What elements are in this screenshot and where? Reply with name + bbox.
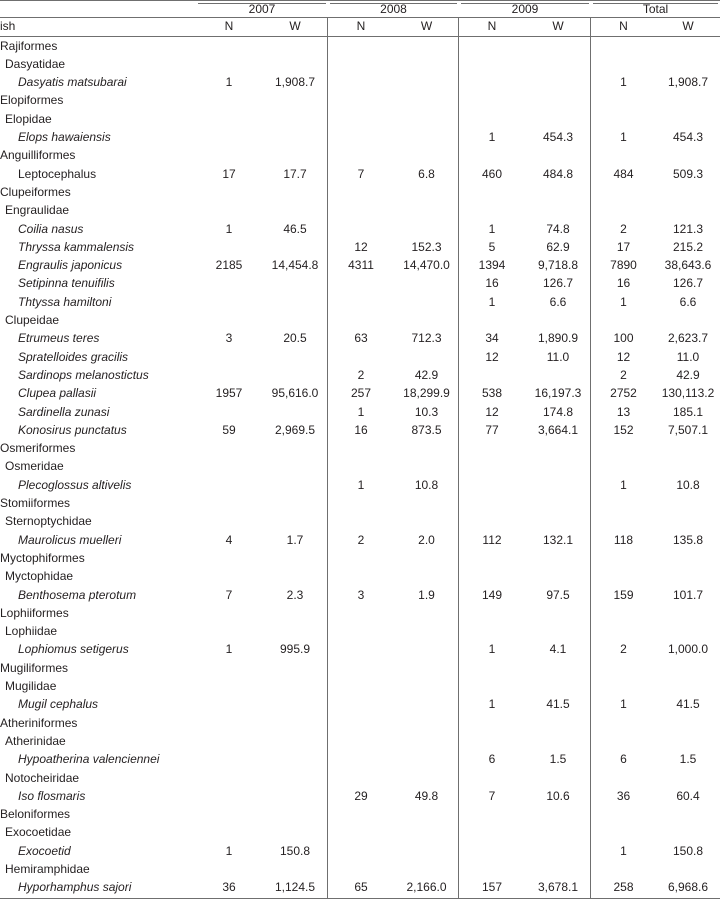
table-cell: 1 <box>488 294 496 309</box>
col-header-w-total: W <box>682 19 694 34</box>
family-label: Sternoptychidae <box>5 514 92 529</box>
header-row-years <box>0 0 720 18</box>
table-cell: 1 <box>488 130 496 145</box>
table-row <box>0 366 720 384</box>
table-row <box>0 421 720 439</box>
year-header-total <box>591 1 720 18</box>
table-cell: 60.4 <box>676 788 700 803</box>
table-cell: 1 <box>488 221 496 236</box>
table-row <box>0 128 720 146</box>
table-row <box>0 531 720 549</box>
table-row <box>0 220 720 238</box>
species-label: Exocoetid <box>18 843 71 858</box>
table-row <box>0 823 720 841</box>
table-cell: 2 <box>620 642 627 657</box>
table-cell: 4311 <box>348 258 374 273</box>
table-cell: 873.5 <box>411 422 442 437</box>
table-cell: 95,616.0 <box>271 386 319 401</box>
table-cell: 14,454.8 <box>271 258 319 273</box>
col-header-w-2007: W <box>289 19 301 34</box>
table-cell: 38,643.6 <box>664 258 712 273</box>
species-label: Maurolicus muelleri <box>18 532 122 547</box>
table-cell: 12 <box>485 404 499 419</box>
table-row <box>0 604 720 622</box>
table-row <box>0 659 720 677</box>
table-cell: 1 <box>357 404 365 419</box>
table-cell: 12 <box>354 239 368 254</box>
species-label: Mugil cephalus <box>18 697 99 712</box>
species-label: Konosirus punctatus <box>18 422 127 437</box>
table-row <box>0 55 720 73</box>
year-label: 2007 <box>248 2 276 16</box>
table-cell: 20.5 <box>283 331 307 346</box>
table-cell: 11.0 <box>546 349 570 364</box>
species-label: Sardinella zunasi <box>18 404 110 419</box>
table-cell: 460 <box>481 166 503 181</box>
family-label: Elopidae <box>5 111 52 126</box>
table-cell: 1.5 <box>679 752 697 767</box>
table-cell: 149 <box>481 587 503 602</box>
table-cell: 1,000.0 <box>667 642 709 657</box>
table-cell: 1,908.7 <box>667 75 709 90</box>
fish-column-header: ish <box>0 19 16 34</box>
species-label: Leptocephalus <box>18 166 97 181</box>
table-cell: 152 <box>613 422 634 437</box>
table-cell: 9,718.8 <box>537 258 579 273</box>
table-row <box>0 805 720 823</box>
order-label: Osmeriformes <box>0 441 76 456</box>
table-row <box>0 91 720 109</box>
table-cell: 3,678.1 <box>537 880 579 895</box>
table-cell: 97.5 <box>546 587 570 602</box>
table-cell: 7,507.1 <box>667 422 709 437</box>
table-cell: 11.0 <box>676 349 700 364</box>
table-cell: 1 <box>225 221 233 236</box>
table-cell: 62.9 <box>546 239 570 254</box>
table-cell: 118 <box>613 532 634 547</box>
table-cell: 6.6 <box>679 294 697 309</box>
table-row <box>0 512 720 530</box>
table-cell: 12 <box>616 349 631 364</box>
table-cell: 7 <box>488 788 496 803</box>
table-row <box>0 256 720 274</box>
table-cell: 10.8 <box>676 477 700 492</box>
col-header-w-2009: W <box>552 19 564 34</box>
order-label: Beloniformes <box>0 807 71 822</box>
species-label: Engraulis japonicus <box>18 258 123 273</box>
table-cell: 1,890.9 <box>537 331 579 346</box>
table-cell: 10.3 <box>414 404 439 419</box>
table-row <box>0 750 720 768</box>
table-row <box>0 640 720 658</box>
species-label: Hypoatherina valenciennei <box>18 752 160 767</box>
table-cell: 509.3 <box>672 166 704 181</box>
table-cell: 42.9 <box>676 367 700 382</box>
table-cell: 1 <box>620 843 627 858</box>
table-cell: 1.9 <box>418 587 435 602</box>
table-cell: 17.7 <box>283 166 307 181</box>
year-label: 2009 <box>511 2 539 16</box>
table-cell: 1 <box>488 642 496 657</box>
family-label: Atherinidae <box>5 733 66 748</box>
table-cell: 16 <box>616 276 631 291</box>
col-header-n-total: N <box>619 19 628 34</box>
table-cell: 712.3 <box>411 331 442 346</box>
table-cell: 1 <box>620 130 627 145</box>
order-label: Mugiliformes <box>0 660 69 675</box>
table-row <box>0 695 720 713</box>
table-cell: 126.7 <box>672 276 704 291</box>
table-cell: 16 <box>354 422 368 437</box>
table-row <box>0 403 720 421</box>
table-cell: 65 <box>354 880 368 895</box>
species-label: Elops hawaiensis <box>18 130 111 145</box>
table-cell: 42.9 <box>414 367 439 382</box>
table-cell: 1 <box>488 697 496 712</box>
species-label: Benthosema pterotum <box>18 587 137 602</box>
table-cell: 10.8 <box>414 477 439 492</box>
table-cell: 59 <box>222 422 236 437</box>
table-cell: 112 <box>482 532 502 547</box>
table-cell: 995.9 <box>279 642 311 657</box>
table-cell: 18,299.9 <box>403 386 450 401</box>
table-cell: 7890 <box>610 258 637 273</box>
species-label: Lophiomus setigerus <box>18 642 129 657</box>
table-cell: 2 <box>620 367 627 382</box>
table-cell: 1 <box>357 477 365 492</box>
species-label: Clupea pallasii <box>18 386 97 401</box>
table-cell: 132.1 <box>542 532 574 547</box>
table-cell: 2 <box>357 532 365 547</box>
table-cell: 1957 <box>215 386 243 401</box>
table-cell: 258 <box>613 880 634 895</box>
table-row <box>0 769 720 787</box>
table-cell: 1 <box>620 697 627 712</box>
table-row <box>0 293 720 311</box>
table-cell: 17 <box>616 239 631 254</box>
year-header-2008 <box>328 1 459 18</box>
table-cell: 3 <box>357 587 365 602</box>
table-row <box>0 73 720 91</box>
table-cell: 2,623.7 <box>667 331 709 346</box>
table-cell: 1 <box>620 477 627 492</box>
table-row <box>0 586 720 604</box>
table-cell: 1,908.7 <box>274 75 316 90</box>
table-cell: 1 <box>225 843 233 858</box>
table-cell: 1,124.5 <box>274 880 316 895</box>
table-row <box>0 311 720 329</box>
table-cell: 16,197.3 <box>534 386 582 401</box>
order-label: Myctophiformes <box>0 550 85 565</box>
table-row <box>0 37 720 55</box>
table-cell: 6 <box>488 752 496 767</box>
table-row <box>0 878 720 896</box>
table-cell: 130,113.2 <box>661 386 715 401</box>
table-row <box>0 714 720 732</box>
table-cell: 101.7 <box>672 587 704 602</box>
table-cell: 41.5 <box>546 697 570 712</box>
table-cell: 2185 <box>215 258 243 273</box>
table-cell: 150.8 <box>672 843 704 858</box>
order-label: Anguilliformes <box>0 148 76 163</box>
species-label: Dasyatis matsubarai <box>18 75 127 90</box>
table-cell: 484.8 <box>542 166 574 181</box>
table-cell: 100 <box>613 331 634 346</box>
table-row <box>0 787 720 805</box>
table-cell: 1.5 <box>549 752 567 767</box>
table-row <box>0 860 720 878</box>
species-label: Thryssa kammalensis <box>18 239 135 254</box>
species-label: Setipinna tenuifilis <box>18 276 115 291</box>
table-row <box>0 732 720 750</box>
table-cell: 5 <box>488 239 496 254</box>
table-cell: 454.3 <box>672 130 704 145</box>
table-cell: 4 <box>225 532 233 547</box>
table-row <box>0 146 720 164</box>
table-row <box>0 348 720 366</box>
table-row <box>0 110 720 128</box>
year-header-2007 <box>196 1 328 18</box>
table-cell: 538 <box>481 386 503 401</box>
table-cell: 16 <box>485 276 499 291</box>
table-row <box>0 384 720 402</box>
table-cell: 7 <box>225 587 233 602</box>
table-cell: 2752 <box>610 386 637 401</box>
table-cell: 1394 <box>478 258 506 273</box>
table-row <box>0 677 720 695</box>
table-cell: 2.0 <box>418 532 435 547</box>
table-cell: 1 <box>225 642 233 657</box>
col-header-w-2008: W <box>420 19 433 34</box>
table-cell: 29 <box>354 788 368 803</box>
table-cell: 49.8 <box>414 788 439 803</box>
species-label: Spratelloides gracilis <box>18 349 129 364</box>
year-header-2009 <box>459 1 591 18</box>
table-row <box>0 457 720 475</box>
table-cell: 10.6 <box>546 788 570 803</box>
species-label: Hyporhamphus sajori <box>18 880 132 895</box>
table-cell: 12 <box>485 349 499 364</box>
table-cell: 121.3 <box>672 221 704 236</box>
table-cell: 126.7 <box>542 276 574 291</box>
species-label: Thtyssa hamiltoni <box>18 294 112 309</box>
table-cell: 3 <box>225 331 233 346</box>
family-label: Lophiidae <box>5 624 58 639</box>
table-cell: 152.3 <box>411 239 442 254</box>
table-cell: 1 <box>620 75 627 90</box>
family-label: Notocheiridae <box>5 770 80 785</box>
table-cell: 157 <box>481 880 503 895</box>
table-cell: 1 <box>620 294 627 309</box>
table-cell: 1.7 <box>286 532 304 547</box>
order-label: Elopiformes <box>0 93 64 108</box>
col-header-n-2007: N <box>224 19 234 34</box>
table-cell: 17 <box>222 166 236 181</box>
table-cell: 159 <box>613 587 634 602</box>
table-cell: 215.2 <box>672 239 704 254</box>
table-cell: 6 <box>620 752 627 767</box>
year-label: 2008 <box>380 2 407 16</box>
table-cell: 3,664.1 <box>537 422 579 437</box>
family-label: Hemiramphidae <box>5 862 90 877</box>
table-cell: 150.8 <box>279 843 311 858</box>
species-label: Plecoglossus altivelis <box>18 477 132 492</box>
family-label: Exocoetidae <box>5 825 72 840</box>
order-label: Clupeiformes <box>0 184 71 199</box>
family-label: Osmeridae <box>5 459 64 474</box>
table-cell: 2.3 <box>286 587 304 602</box>
table-cell: 63 <box>354 331 368 346</box>
order-label: Rajiformes <box>0 38 58 53</box>
table-row <box>0 183 720 201</box>
table-cell: 454.3 <box>542 130 574 145</box>
table-cell: 484 <box>613 166 634 181</box>
table-row <box>0 842 720 860</box>
table-cell: 77 <box>485 422 499 437</box>
table-row <box>0 622 720 640</box>
table-row <box>0 567 720 585</box>
species-label: Coilia nasus <box>18 221 84 236</box>
table-row <box>0 201 720 219</box>
table-cell: 41.5 <box>676 697 700 712</box>
species-label: Iso flosmaris <box>18 788 86 803</box>
table-cell: 36 <box>222 880 236 895</box>
table-row <box>0 238 720 256</box>
family-label: Dasyatidae <box>5 56 66 71</box>
table-cell: 257 <box>350 386 372 401</box>
table-cell: 2 <box>357 367 365 382</box>
species-label: Sardinops melanostictus <box>18 367 149 382</box>
table-cell: 2,969.5 <box>274 422 316 437</box>
family-label: Myctophidae <box>5 569 74 584</box>
table-cell: 174.8 <box>542 404 574 419</box>
table-row <box>0 329 720 347</box>
header-row-columns <box>0 18 720 36</box>
family-label: Clupeidae <box>5 313 60 328</box>
table-cell: 6,968.6 <box>667 880 709 895</box>
order-label: Lophiiformes <box>0 605 69 620</box>
table-cell: 46.5 <box>283 221 307 236</box>
table-row <box>0 165 720 183</box>
table-cell: 135.8 <box>672 532 704 547</box>
table-cell: 2 <box>620 221 627 236</box>
family-label: Engraulidae <box>5 203 70 218</box>
species-label: Etrumeus teres <box>18 331 100 346</box>
table-cell: 7 <box>357 166 365 181</box>
table-cell: 6.6 <box>549 294 567 309</box>
table-cell: 13 <box>616 404 631 419</box>
table-row <box>0 439 720 457</box>
table-cell: 74.8 <box>546 221 570 236</box>
table-cell: 185.1 <box>672 404 704 419</box>
col-header-n-2009: N <box>487 19 497 34</box>
table-cell: 4.1 <box>549 642 567 657</box>
table-cell: 1 <box>225 75 233 90</box>
table-row <box>0 476 720 494</box>
table-row <box>0 274 720 292</box>
col-header-n-2008: N <box>356 19 366 34</box>
order-label: Atheriniformes <box>0 715 78 730</box>
family-label: Mugilidae <box>5 679 57 694</box>
table-row <box>0 494 720 512</box>
order-label: Stomiiformes <box>0 496 71 511</box>
table-cell: 36 <box>616 788 631 803</box>
table-cell: 2,166.0 <box>406 880 447 895</box>
table-cell: 34 <box>485 331 499 346</box>
table-cell: 14,470.0 <box>403 258 450 273</box>
table-row <box>0 549 720 567</box>
year-label: Total <box>642 2 669 16</box>
table-cell: 6.8 <box>418 166 435 181</box>
